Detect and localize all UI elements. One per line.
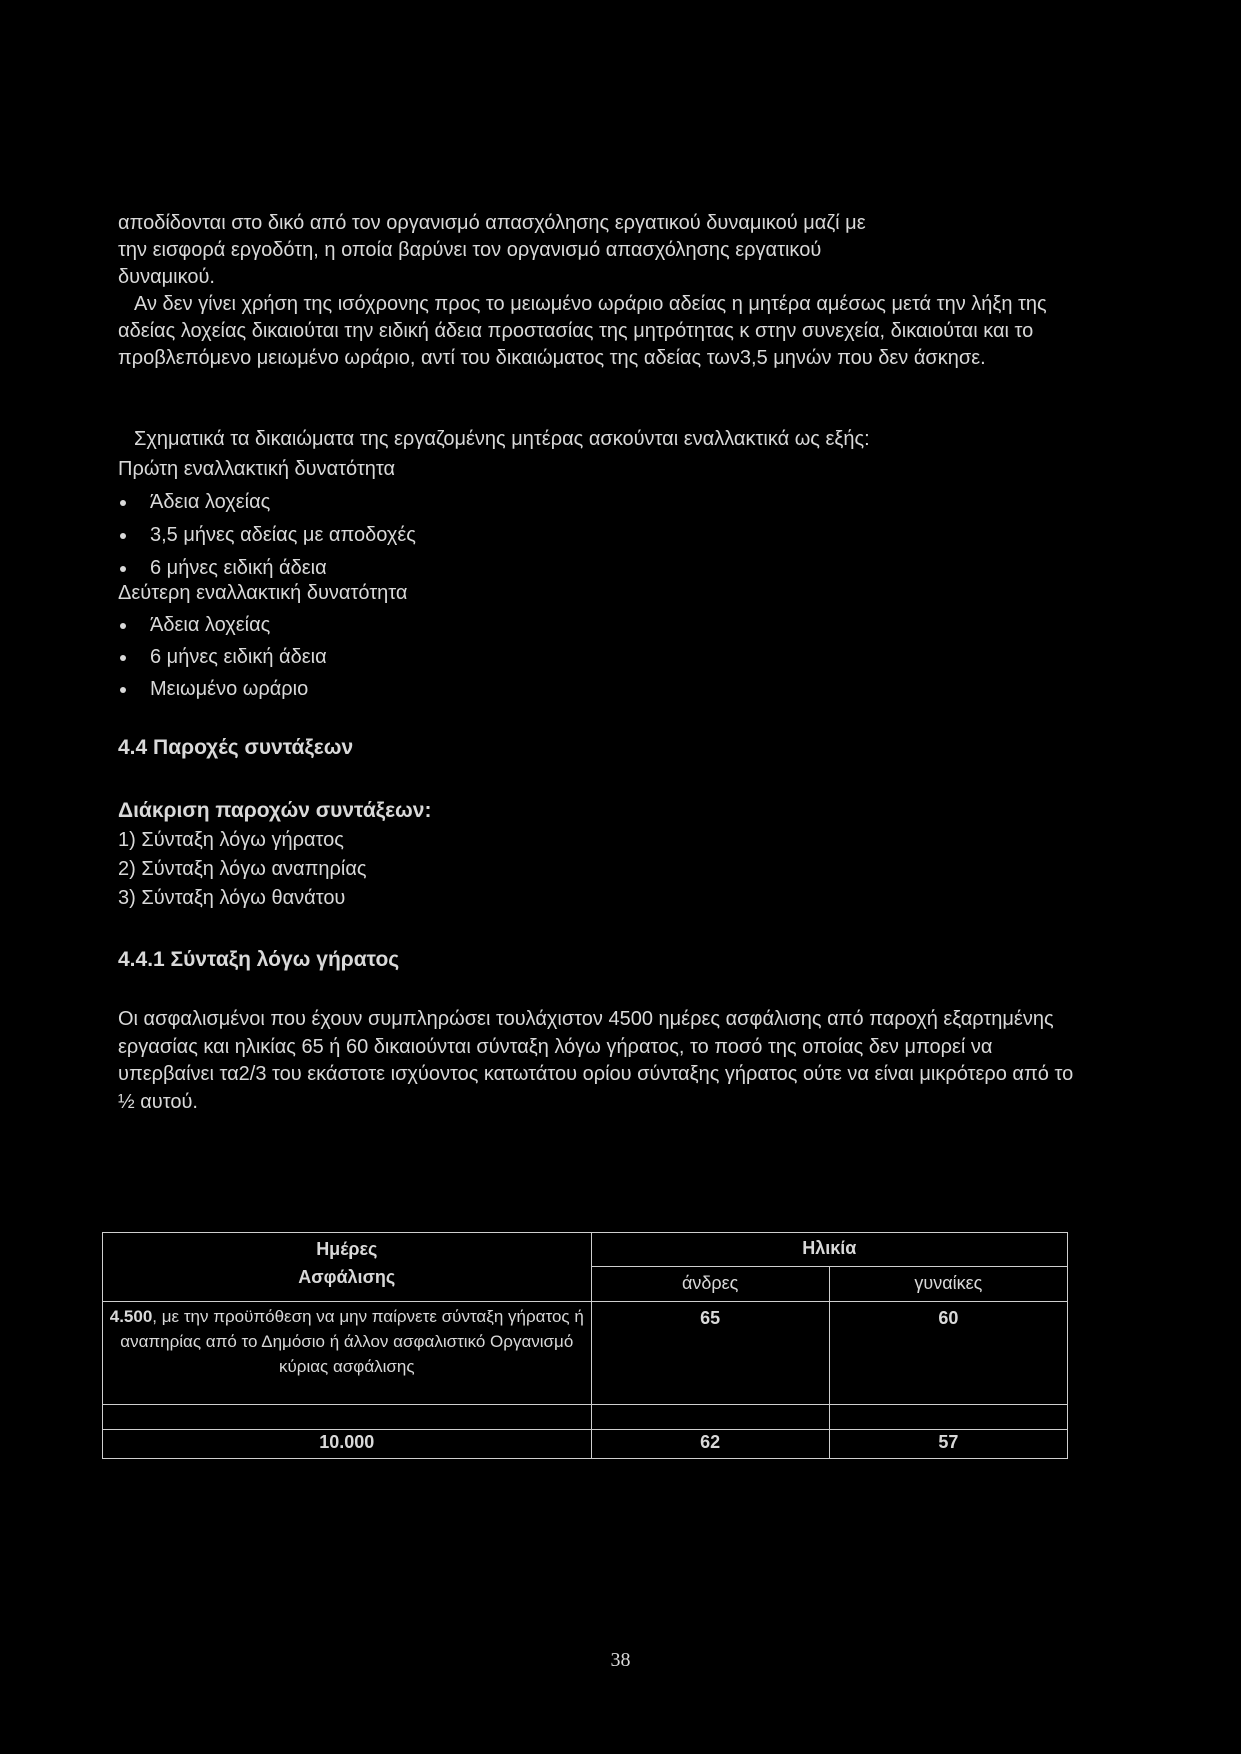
header-men: άνδρες bbox=[591, 1267, 829, 1302]
section-4-4-1-body bbox=[118, 1006, 1078, 1116]
header-days-line-2: Ασφάλισης bbox=[298, 1267, 396, 1287]
header-age: Ηλικία bbox=[591, 1233, 1067, 1267]
option-1-list bbox=[118, 486, 1078, 585]
row-1-days bbox=[103, 1302, 592, 1405]
paragraph-2-text: Αν δεν γίνει χρήση της ισόχρονης προς το μειωμένο ωράριο αδείας η μητέρα αμέσως μετά την λήξη της αδείας λοχείας δικαιούται την ειδική άδεια προστασίας της μητρότητας κ στην συνεχεία, δικαιούται και το προβλεπόμενο μειωμένο ωράριο, αντί του δικαιώματος της αδείας των3,5 μηνών που δεν άσκησε. bbox=[118, 293, 1047, 369]
list-item: Άδεια λοχείας bbox=[118, 609, 1078, 641]
row-1-men: 65 bbox=[591, 1302, 829, 1405]
table-header-row bbox=[103, 1233, 1068, 1267]
row-1-days-number: 4.500 bbox=[109, 1307, 153, 1326]
row-1-women: 60 bbox=[829, 1302, 1067, 1405]
pension-types bbox=[118, 826, 1078, 913]
intro-line-2: την εισφορά εργοδότη, η οποία βαρύνει τον οργανισμό απασχόλησης εργατικού bbox=[118, 239, 822, 261]
option-2-list bbox=[118, 609, 1078, 705]
row-2-days: 10.000 bbox=[103, 1430, 592, 1459]
pension-age-table bbox=[102, 1232, 1068, 1459]
list-item: 2) Σύνταξη λόγω αναπηρίας bbox=[118, 858, 367, 880]
list-item: Άδεια λοχείας bbox=[118, 486, 1078, 519]
list-item: Μειωμένο ωράριο bbox=[118, 673, 1078, 705]
table-spacer-row bbox=[103, 1405, 1068, 1430]
section-4-4-title: 4.4 Παροχές συντάξεων bbox=[118, 736, 354, 759]
header-days bbox=[103, 1233, 592, 1302]
row-2-men: 62 bbox=[591, 1430, 829, 1459]
paragraph-maternity-leave bbox=[118, 291, 1078, 372]
paragraph-schematic bbox=[118, 426, 1078, 453]
intro-paragraph bbox=[118, 210, 1078, 291]
header-days-line-1: Ημέρες bbox=[316, 1239, 378, 1259]
list-item: 3,5 μήνες αδείας με αποδοχές bbox=[118, 519, 1078, 552]
intro-line-1: αποδίδονται στο δικό από τον οργανισμό απασχόλησης εργατικού δυναμικού μαζί με bbox=[118, 212, 866, 234]
section-4-4-1-title: 4.4.1 Σύνταξη λόγω γήρατος bbox=[118, 948, 400, 971]
list-item: 6 μήνες ειδική άδεια bbox=[118, 552, 1078, 585]
list-item: 3) Σύνταξη λόγω θανάτου bbox=[118, 887, 346, 909]
option-1-title: Πρώτη εναλλακτική δυνατότητα bbox=[118, 458, 396, 480]
list-item: 6 μήνες ειδική άδεια bbox=[118, 641, 1078, 673]
list-item: 1) Σύνταξη λόγω γήρατος bbox=[118, 829, 344, 851]
option-2 bbox=[118, 577, 1078, 705]
table-row bbox=[103, 1430, 1068, 1459]
row-1-days-text: , με την προϋπόθεση να μην παίρνετε σύνταξη γήρατος ή αναπηρίας από το Δημόσιο ή άλλον ασφαλιστικό Οργανισμό κύριας ασφάλισης bbox=[120, 1307, 584, 1376]
page-number: 38 bbox=[610, 1649, 631, 1671]
option-2-title: Δεύτερη εναλλακτική δυνατότητα bbox=[118, 582, 408, 604]
section-4-4-1-text: Οι ασφαλισμένοι που έχουν συμπληρώσει τουλάχιστον 4500 ημέρες ασφάλισης από παροχή εξαρτημένης εργασίας και ηλικίας 65 ή 60 δικαιούνται σύνταξη λόγω γήρατος, το ποσό της οποίας δεν μπορεί να υπερβαίνει τα2/3 του εκάστοτε ισχύοντος κατωτάτου ορίου σύνταξης γήρατος ούτε να είναι μικρότερο από το ½ αυτού. bbox=[118, 1008, 1074, 1113]
header-women: γυναίκες bbox=[829, 1267, 1067, 1302]
option-1 bbox=[118, 453, 1078, 585]
table-row bbox=[103, 1302, 1068, 1405]
section-4-4-subtitle: Διάκριση παροχών συντάξεων: bbox=[118, 799, 432, 822]
row-2-women: 57 bbox=[829, 1430, 1067, 1459]
intro-line-3: δυναμικού. bbox=[118, 266, 215, 288]
pension-types-list bbox=[118, 826, 1078, 913]
paragraph-3-text: Σχηματικά τα δικαιώματα της εργαζομένης μητέρας ασκούνται εναλλακτικά ως εξής: bbox=[134, 428, 870, 450]
